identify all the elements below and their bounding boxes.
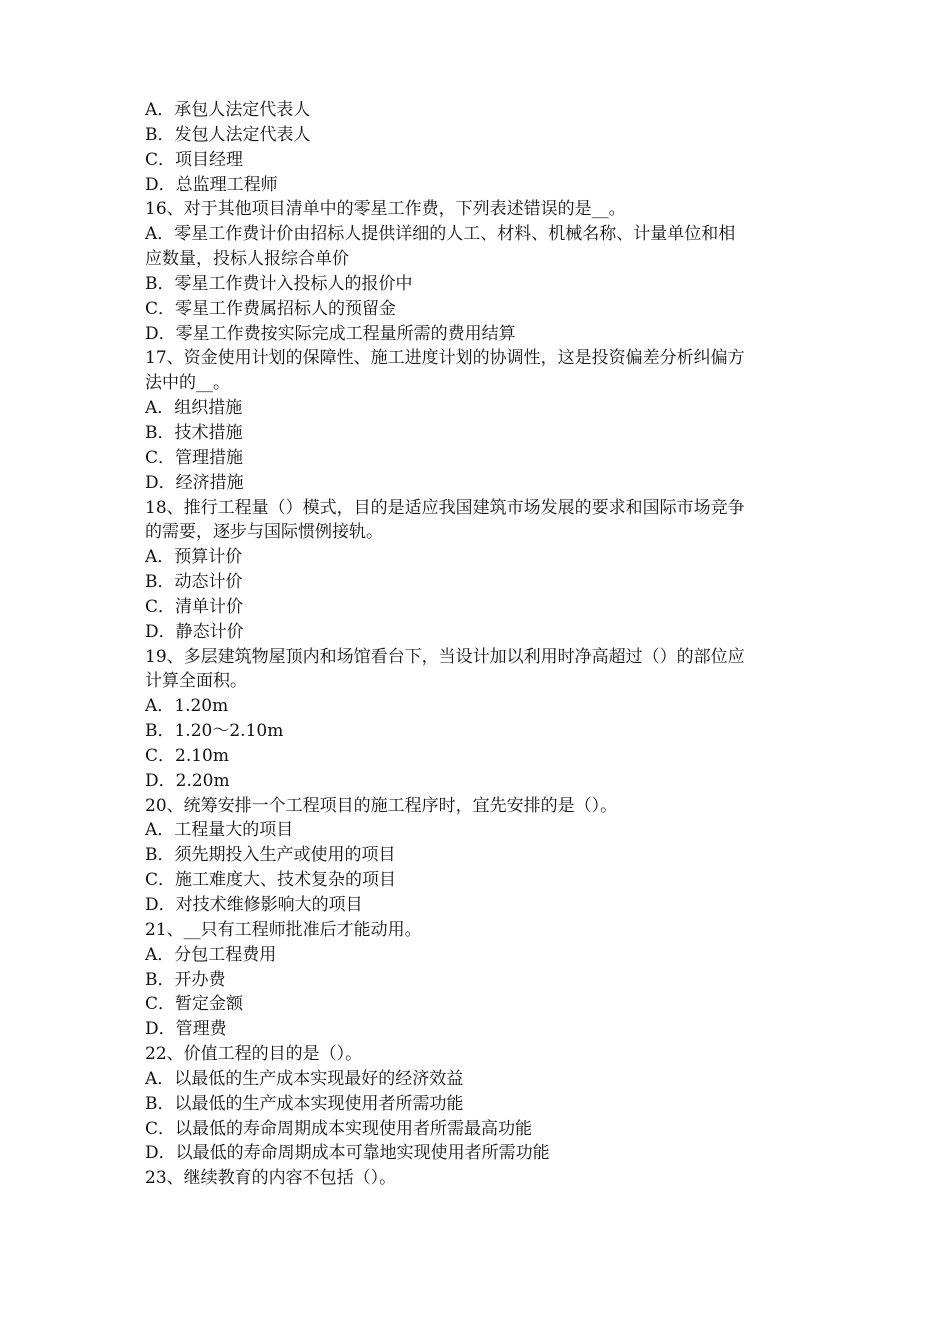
text-line: B．零星工作费计入投标人的报价中 [145,273,413,294]
text-line: B．技术措施 [145,422,243,443]
text-line: C．2.10m [145,745,229,766]
text-line: A．零星工作费计价由招标人提供详细的人工、材料、机械名称、计量单位和相 [145,224,736,245]
text-line: D．总监理工程师 [145,174,278,195]
text-line: C．管理措施 [145,447,244,468]
text-line: D．2.20m [145,770,230,791]
question-line: 的需要，逐步与国际惯例接轨。 [145,522,383,543]
text-line: B．开办费 [145,969,226,990]
text-line: B．发包人法定代表人 [145,124,311,145]
question-line: 23、继续教育的内容不包括（）。 [145,1168,397,1189]
text-line: D．零星工作费按实际完成工程量所需的费用结算 [145,323,516,344]
question-line: 22、价值工程的目的是（）。 [145,1044,363,1065]
text-line: A．工程量大的项目 [145,820,294,841]
text-line: D．静态计价 [145,621,244,642]
question-line: 17、资金使用计划的保障性、施工进度计划的协调性，这是投资偏差分析纠偏方 [145,348,745,369]
text-line: D．以最低的寿命周期成本可靠地实现使用者所需功能 [145,1143,550,1164]
text-line: B．动态计价 [145,572,243,593]
question-line: 16、对于其他项目清单中的零星工作费，下列表述错误的是__。 [145,199,626,220]
text-line: B．以最低的生产成本实现使用者所需功能 [145,1093,464,1114]
question-line: 18、推行工程量（）模式，目的是适应我国建筑市场发展的要求和国际市场竞争 [145,497,745,518]
text-line: C．暂定金额 [145,994,244,1015]
text-line: A．以最低的生产成本实现最好的经济效益 [145,1068,464,1089]
text-line: 应数量，投标人报综合单价 [145,249,349,270]
text-line: B．须先期投入生产或使用的项目 [145,845,396,866]
question-line: 20、统筹安排一个工程项目的施工程序时，宜先安排的是（）。 [145,795,618,816]
text-line: A．承包人法定代表人 [145,100,311,120]
text-line: D．管理费 [145,1019,227,1040]
question-line: 计算全面积。 [145,671,247,692]
text-line: A．1.20m [145,696,229,717]
text-line: B．1.20～2.10m [145,721,284,742]
text-line: C．施工难度大、技术复杂的项目 [145,870,397,891]
text-line: A．分包工程费用 [145,944,277,965]
document-page [145,98,825,1191]
text-line: C．清单计价 [145,596,244,617]
text-line: A．预算计价 [145,547,243,568]
text-line: C．以最低的寿命周期成本实现使用者所需最高功能 [145,1118,533,1139]
question-line: 19、多层建筑物屋顶内和场馆看台下，当设计加以利用时净高超过（）的部位应 [145,646,745,667]
text-line: D．对技术维修影响大的项目 [145,895,363,915]
question-line: 法中的__。 [145,373,230,394]
question-line: 21、__只有工程师批准后才能动用。 [145,919,422,940]
text-line: C．项目经理 [145,149,244,170]
text-line: D．经济措施 [145,472,244,493]
text-line: C．零星工作费属招标人的预留金 [145,298,397,319]
text-line: A．组织措施 [145,398,243,419]
